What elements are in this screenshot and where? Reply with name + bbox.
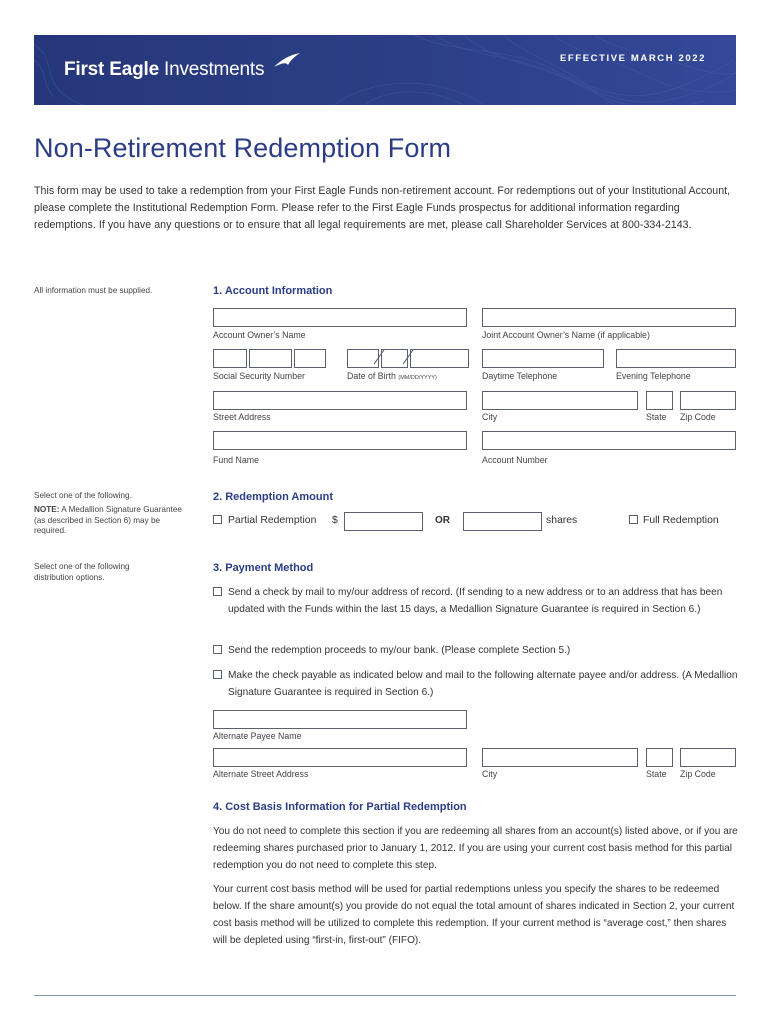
daytime-phone-label: Daytime Telephone [482,371,558,381]
payment-option3-text: Make the check payable as indicated below and mail to the following alternate payee and/or address. (A Medallion Signature Guarantee is required in Section 6.) [228,670,738,698]
alternate-payee-label: Alternate Payee Name [213,731,302,741]
zip-label: Zip Code [680,412,716,422]
account-number-label: Account Number [482,455,548,465]
partial-redemption-label: Partial Redemption [228,515,317,526]
sidebar-select-distribution: Select one of the following distribution options. [34,562,130,582]
alternate-state-input[interactable] [646,748,673,767]
section3-title: 3. Payment Method [213,562,314,574]
street-address-input[interactable] [213,391,467,410]
dollar-amount-input[interactable] [344,512,423,531]
zip-input[interactable] [680,391,736,410]
account-number-input[interactable] [482,431,736,450]
alternate-payee-input[interactable] [213,710,467,729]
section4-para1: You do not need to complete this section if you are redeeming all shares from an account(s) listed above, or if you are redeeming shares purchased prior to January 1, 2012. If you are using your current cost basis method for this partial redemption you do not need to complete this step. [213,826,738,871]
or-label: OR [435,515,450,526]
fund-name-label: Fund Name [213,455,259,465]
alternate-state-label: State [646,769,667,779]
joint-owner-label: Joint Account Owner’s Name (if applicable) [482,330,650,340]
city-label: City [482,412,498,422]
evening-phone-input[interactable] [616,349,736,368]
evening-phone-label: Evening Telephone [616,371,691,381]
partial-redemption-checkbox[interactable] [213,515,222,524]
effective-date: EFFECTIVE MARCH 2022 [559,53,706,64]
full-redemption-checkbox[interactable] [629,515,638,524]
shares-label: shares [546,515,578,526]
alternate-zip-label: Zip Code [680,769,716,779]
section1-title: 1. Account Information [213,285,333,297]
shares-amount-input[interactable] [463,512,542,531]
daytime-phone-input[interactable] [482,349,604,368]
sidebar-all-info: All information must be supplied. [34,286,153,295]
alternate-zip-input[interactable] [680,748,736,767]
dob-month-input[interactable] [347,349,379,368]
alternate-street-label: Alternate Street Address [213,769,309,779]
street-address-label: Street Address [213,412,271,422]
city-input[interactable] [482,391,638,410]
sidebar-select-one: Select one of the following. [34,491,132,500]
ssn-part1-input[interactable] [213,349,247,368]
owner-name-label: Account Owner’s Name [213,330,306,340]
joint-owner-input[interactable] [482,308,736,327]
alternate-city-input[interactable] [482,748,638,767]
section4-para2: Your current cost basis method will be used for partial redemptions unless you specify the shares to be redeemed below. If the share amount(s) you provide do not equal the total amount of shares indicated in Section 2, your current cost basis method will be utilized to complete this redemption. If your current method is “average cost,” then shares will be depleted using “first-in, first-out” (FIFO). [213,884,735,946]
dob-label: Date of Birth (MM/DD/YYYY) [347,371,437,381]
payment-option3-checkbox[interactable] [213,670,222,679]
payment-option2-text: Send the redemption proceeds to my/our bank. (Please complete Section 5.) [228,645,571,656]
ssn-label: Social Security Number [213,371,305,381]
eagle-logo-icon [274,53,300,69]
header-banner [34,35,736,105]
alternate-street-input[interactable] [213,748,467,767]
alternate-city-label: City [482,769,498,779]
ssn-part2-input[interactable] [249,349,292,368]
fund-name-input[interactable] [213,431,467,450]
dollar-sign: $ [332,515,338,526]
payment-option1-checkbox[interactable] [213,587,222,596]
intro-text: This form may be used to take a redemption from your First Eagle Funds non-retirement account. For redemptions out of your Institutional Account, please complete the Institutional Redemption Form. Please refer to the First Eagle Funds prospectus for additional information regarding redemptions. If you have any questions or to ensure that all legal requirements are met, please call Shareholder Services at 800-334-2143. [34,185,731,232]
state-label: State [646,412,667,422]
ssn-part3-input[interactable] [294,349,326,368]
section4-title: 4. Cost Basis Information for Partial Redemption [213,801,467,813]
owner-name-input[interactable] [213,308,467,327]
logo-wordmark: First Eagle Investments [64,59,265,80]
state-input[interactable] [646,391,673,410]
dob-day-input[interactable] [381,349,408,368]
footer-divider [34,995,736,996]
section2-title: 2. Redemption Amount [213,491,333,503]
dob-year-input[interactable] [410,349,469,368]
payment-option1-text: Send a check by mail to my/our address of record. (If sending to a new address or to an address that has been updated with the Funds within the last 15 days, a Medallion Signature Guarantee is required in Section 6.) [228,587,723,615]
page-title: Non-Retirement Redemption Form [34,133,452,163]
payment-option2-checkbox[interactable] [213,645,222,654]
full-redemption-label: Full Redemption [643,515,719,526]
sidebar-note: NOTE: A Medallion Signature Guarantee (as described in Section 6) may be required. [34,505,182,536]
